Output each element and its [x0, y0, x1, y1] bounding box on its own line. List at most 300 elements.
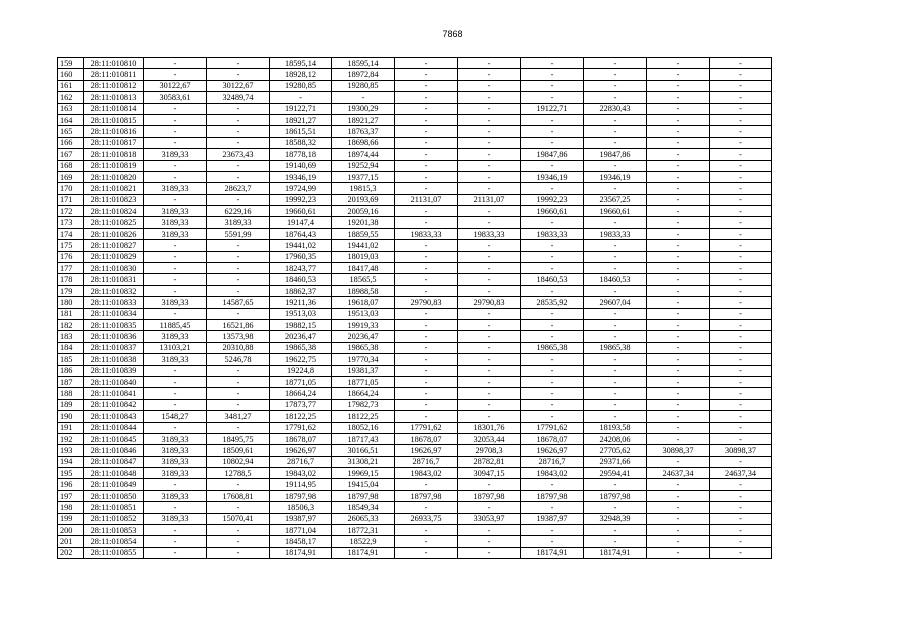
value-cell: - — [458, 126, 521, 137]
value-cell: - — [395, 411, 458, 422]
value-cell: 19833,33 — [584, 228, 647, 239]
value-cell: - — [144, 114, 207, 125]
value-cell: - — [395, 160, 458, 171]
value-cell: 3481,27 — [207, 411, 270, 422]
value-cell: 3189,33 — [207, 217, 270, 228]
value-cell: - — [207, 502, 270, 513]
value-cell: - — [710, 456, 772, 467]
value-cell: - — [207, 251, 270, 262]
value-cell: - — [458, 388, 521, 399]
value-cell: - — [458, 217, 521, 228]
value-cell: 18797,98 — [458, 490, 521, 501]
value-cell: 18763,37 — [332, 126, 395, 137]
value-cell: - — [710, 388, 772, 399]
cadastral-number-cell: 28:11:010843 — [84, 411, 144, 422]
value-cell: - — [710, 502, 772, 513]
cadastral-number-cell: 28:11:010855 — [84, 547, 144, 558]
value-cell: 18417,48 — [332, 263, 395, 274]
value-cell: 3189,33 — [144, 468, 207, 479]
value-cell: 19843,02 — [395, 468, 458, 479]
cadastral-number-cell: 28:11:010818 — [84, 149, 144, 160]
value-cell: 3189,33 — [144, 149, 207, 160]
value-cell: - — [395, 92, 458, 103]
row-number-cell: 186 — [58, 365, 84, 376]
value-cell: - — [521, 285, 584, 296]
value-cell: - — [458, 376, 521, 387]
value-cell: - — [710, 69, 772, 80]
value-cell: - — [395, 525, 458, 536]
value-cell: - — [521, 80, 584, 91]
value-cell: 19843,02 — [270, 468, 332, 479]
value-cell: 14587,65 — [207, 297, 270, 308]
value-cell: - — [584, 183, 647, 194]
cadastral-number-cell: 28:11:010833 — [84, 297, 144, 308]
value-cell: - — [395, 342, 458, 353]
value-cell: 33053,97 — [458, 513, 521, 524]
value-cell: - — [521, 92, 584, 103]
value-cell: - — [144, 285, 207, 296]
value-cell: - — [710, 547, 772, 558]
value-cell: 18988,58 — [332, 285, 395, 296]
table-row — [58, 331, 772, 342]
value-cell: - — [647, 376, 710, 387]
value-cell: - — [584, 354, 647, 365]
value-cell: - — [647, 149, 710, 160]
value-cell: - — [458, 149, 521, 160]
value-cell: - — [458, 308, 521, 319]
cadastral-number-cell: 28:11:010848 — [84, 468, 144, 479]
value-cell: - — [458, 319, 521, 330]
value-cell: 17982,73 — [332, 399, 395, 410]
value-cell: - — [647, 206, 710, 217]
row-number-cell: 178 — [58, 274, 84, 285]
value-cell: 18797,98 — [332, 490, 395, 501]
value-cell: - — [207, 376, 270, 387]
value-cell: - — [521, 411, 584, 422]
value-cell: 28782,81 — [458, 456, 521, 467]
value-cell: - — [144, 502, 207, 513]
value-cell: - — [144, 58, 207, 69]
value-cell: - — [584, 376, 647, 387]
value-cell: 18052,16 — [332, 422, 395, 433]
cadastral-number-cell: 28:11:010838 — [84, 354, 144, 365]
value-cell: - — [458, 69, 521, 80]
value-cell: - — [647, 490, 710, 501]
table-row — [58, 433, 772, 444]
value-cell: - — [584, 479, 647, 490]
value-cell: 18698,66 — [332, 137, 395, 148]
value-cell: 32053,44 — [458, 433, 521, 444]
table-row — [58, 58, 772, 69]
value-cell: - — [144, 274, 207, 285]
value-cell: 19882,15 — [270, 319, 332, 330]
value-cell: - — [207, 525, 270, 536]
value-cell: - — [521, 58, 584, 69]
value-cell: - — [584, 388, 647, 399]
value-cell: - — [647, 456, 710, 467]
value-cell: - — [647, 92, 710, 103]
value-cell: 19387,97 — [270, 513, 332, 524]
cadastral-number-cell: 28:11:010836 — [84, 331, 144, 342]
row-number-cell: 166 — [58, 137, 84, 148]
value-cell: 10802,94 — [207, 456, 270, 467]
value-cell: - — [144, 160, 207, 171]
value-cell: - — [710, 399, 772, 410]
cadastral-number-cell: 28:11:010831 — [84, 274, 144, 285]
value-cell: - — [710, 149, 772, 160]
value-cell: 19377,15 — [332, 171, 395, 182]
value-cell: 18921,27 — [332, 114, 395, 125]
value-cell: - — [395, 319, 458, 330]
row-number-cell: 170 — [58, 183, 84, 194]
value-cell: 28716,7 — [270, 456, 332, 467]
value-cell: - — [584, 502, 647, 513]
value-cell: 18174,91 — [521, 547, 584, 558]
row-number-cell: 161 — [58, 80, 84, 91]
value-cell: - — [521, 160, 584, 171]
cadastral-number-cell: 28:11:010853 — [84, 525, 144, 536]
row-number-cell: 191 — [58, 422, 84, 433]
value-cell: 18615,51 — [270, 126, 332, 137]
value-cell: - — [458, 502, 521, 513]
row-number-cell: 187 — [58, 376, 84, 387]
row-number-cell: 197 — [58, 490, 84, 501]
value-cell: 18797,98 — [395, 490, 458, 501]
row-number-cell: 193 — [58, 445, 84, 456]
value-cell: - — [458, 171, 521, 182]
cadastral-number-cell: 28:11:010811 — [84, 69, 144, 80]
value-cell: 19381,37 — [332, 365, 395, 376]
row-number-cell: 162 — [58, 92, 84, 103]
value-cell: - — [395, 183, 458, 194]
value-cell: 30583,61 — [144, 92, 207, 103]
value-cell: - — [395, 217, 458, 228]
row-number-cell: 173 — [58, 217, 84, 228]
value-cell: 3189,33 — [144, 331, 207, 342]
row-number-cell: 188 — [58, 388, 84, 399]
value-cell: - — [207, 365, 270, 376]
value-cell: - — [270, 92, 332, 103]
value-cell: - — [584, 217, 647, 228]
value-cell: 18588,32 — [270, 137, 332, 148]
value-cell: - — [647, 536, 710, 547]
value-cell: 18458,17 — [270, 536, 332, 547]
value-cell: 28716,7 — [395, 456, 458, 467]
value-cell: - — [144, 103, 207, 114]
cadastral-number-cell: 28:11:010851 — [84, 502, 144, 513]
row-number-cell: 202 — [58, 547, 84, 558]
value-cell: - — [395, 354, 458, 365]
value-cell: 17608,81 — [207, 490, 270, 501]
value-cell: 18862,37 — [270, 285, 332, 296]
value-cell: 19346,19 — [584, 171, 647, 182]
value-cell: - — [395, 547, 458, 558]
value-cell: - — [458, 365, 521, 376]
value-cell: 19201,38 — [332, 217, 395, 228]
value-cell: 29607,04 — [584, 297, 647, 308]
value-cell: 3189,33 — [144, 228, 207, 239]
cadastral-number-cell: 28:11:010852 — [84, 513, 144, 524]
value-cell: 3189,33 — [144, 433, 207, 444]
value-cell: - — [584, 331, 647, 342]
value-cell: - — [584, 114, 647, 125]
value-cell: 19833,33 — [521, 228, 584, 239]
value-cell: 30122,67 — [207, 80, 270, 91]
value-cell: - — [710, 228, 772, 239]
value-cell: - — [521, 126, 584, 137]
table-row — [58, 183, 772, 194]
value-cell: 22830,43 — [584, 103, 647, 114]
value-cell: 19122,71 — [521, 103, 584, 114]
value-cell: 18460,53 — [270, 274, 332, 285]
value-cell: - — [395, 308, 458, 319]
cadastral-number-cell: 28:11:010849 — [84, 479, 144, 490]
row-number-cell: 164 — [58, 114, 84, 125]
row-number-cell: 190 — [58, 411, 84, 422]
value-cell: - — [521, 354, 584, 365]
value-cell: - — [710, 263, 772, 274]
value-cell: - — [647, 217, 710, 228]
value-cell: 19122,71 — [270, 103, 332, 114]
value-cell: - — [458, 354, 521, 365]
value-cell: - — [207, 160, 270, 171]
row-number-cell: 174 — [58, 228, 84, 239]
value-cell: 20236,47 — [270, 331, 332, 342]
cadastral-number-cell: 28:11:010829 — [84, 251, 144, 262]
value-cell: 3189,33 — [144, 456, 207, 467]
value-cell: 18797,98 — [584, 490, 647, 501]
value-cell: 18495,75 — [207, 433, 270, 444]
value-cell: - — [395, 263, 458, 274]
value-cell: - — [207, 388, 270, 399]
row-number-cell: 163 — [58, 103, 84, 114]
value-cell: - — [458, 137, 521, 148]
cadastral-number-cell: 28:11:010835 — [84, 319, 144, 330]
value-cell: - — [207, 58, 270, 69]
value-cell: - — [521, 365, 584, 376]
row-number-cell: 159 — [58, 58, 84, 69]
value-cell: - — [521, 240, 584, 251]
value-cell: - — [521, 388, 584, 399]
value-cell: - — [395, 103, 458, 114]
cadastral-number-cell: 28:11:010826 — [84, 228, 144, 239]
value-cell: - — [647, 525, 710, 536]
table-row — [58, 206, 772, 217]
value-cell: - — [395, 80, 458, 91]
value-cell: - — [144, 479, 207, 490]
cadastral-value-table — [57, 57, 772, 559]
value-cell: 19346,19 — [270, 171, 332, 182]
value-cell: - — [710, 217, 772, 228]
value-cell: 19847,86 — [584, 149, 647, 160]
value-cell: - — [647, 433, 710, 444]
value-cell: 3189,33 — [144, 206, 207, 217]
value-cell: 13573,98 — [207, 331, 270, 342]
value-cell: 18921,27 — [270, 114, 332, 125]
value-cell: - — [647, 479, 710, 490]
value-cell: 18595,14 — [270, 58, 332, 69]
value-cell: 19919,33 — [332, 319, 395, 330]
value-cell: 3189,33 — [144, 183, 207, 194]
value-cell: 19833,33 — [395, 228, 458, 239]
page-number: 7868 — [442, 29, 463, 39]
value-cell: - — [395, 388, 458, 399]
table-row — [58, 103, 772, 114]
value-cell: - — [710, 319, 772, 330]
value-cell: 18859,55 — [332, 228, 395, 239]
value-cell: 19441,02 — [270, 240, 332, 251]
value-cell: - — [395, 251, 458, 262]
value-cell: - — [710, 513, 772, 524]
value-cell: 18174,91 — [584, 547, 647, 558]
table-row — [58, 217, 772, 228]
value-cell: - — [710, 183, 772, 194]
value-cell: - — [647, 160, 710, 171]
value-cell: - — [584, 263, 647, 274]
value-cell: 19626,97 — [395, 445, 458, 456]
value-cell: 19815,3 — [332, 183, 395, 194]
table-row — [58, 490, 772, 501]
value-cell: - — [144, 69, 207, 80]
value-cell: - — [584, 525, 647, 536]
cadastral-number-cell: 28:11:010837 — [84, 342, 144, 353]
value-cell: - — [647, 547, 710, 558]
value-cell: 29594,41 — [584, 468, 647, 479]
value-cell: - — [144, 263, 207, 274]
value-cell: - — [207, 547, 270, 558]
value-cell: - — [144, 388, 207, 399]
value-cell: - — [710, 536, 772, 547]
cadastral-number-cell: 28:11:010820 — [84, 171, 144, 182]
row-number-cell: 185 — [58, 354, 84, 365]
value-cell: - — [521, 217, 584, 228]
value-cell: - — [584, 399, 647, 410]
value-cell: 18797,98 — [521, 490, 584, 501]
value-cell: 19865,38 — [332, 342, 395, 353]
value-cell: 18509,61 — [207, 445, 270, 456]
value-cell: 18771,05 — [270, 376, 332, 387]
value-cell: - — [647, 331, 710, 342]
value-cell: - — [647, 513, 710, 524]
table-row — [58, 422, 772, 433]
value-cell: - — [207, 422, 270, 433]
cadastral-number-cell: 28:11:010832 — [84, 285, 144, 296]
value-cell: 16521,86 — [207, 319, 270, 330]
value-cell: 28623,7 — [207, 183, 270, 194]
value-cell: - — [710, 92, 772, 103]
value-cell: 3189,33 — [144, 297, 207, 308]
cadastral-number-cell: 28:11:010846 — [84, 445, 144, 456]
value-cell: - — [647, 240, 710, 251]
table-body — [58, 58, 772, 559]
value-cell: 19865,38 — [521, 342, 584, 353]
cadastral-number-cell: 28:11:010817 — [84, 137, 144, 148]
value-cell: - — [710, 433, 772, 444]
row-number-cell: 171 — [58, 194, 84, 205]
row-number-cell: 172 — [58, 206, 84, 217]
value-cell: - — [395, 206, 458, 217]
table-row — [58, 456, 772, 467]
value-cell: - — [207, 399, 270, 410]
value-cell: - — [710, 114, 772, 125]
value-cell: 19346,19 — [521, 171, 584, 182]
value-cell: - — [395, 274, 458, 285]
value-cell: 23673,43 — [207, 149, 270, 160]
row-number-cell: 199 — [58, 513, 84, 524]
value-cell: 5591,99 — [207, 228, 270, 239]
value-cell: 19865,38 — [584, 342, 647, 353]
cadastral-number-cell: 28:11:010830 — [84, 263, 144, 274]
cadastral-number-cell: 28:11:010827 — [84, 240, 144, 251]
value-cell: 3189,33 — [144, 490, 207, 501]
value-cell: 18678,07 — [270, 433, 332, 444]
cadastral-number-cell: 28:11:010819 — [84, 160, 144, 171]
value-cell: - — [458, 103, 521, 114]
value-cell: - — [458, 536, 521, 547]
value-cell: 12788,5 — [207, 468, 270, 479]
value-cell: - — [584, 285, 647, 296]
value-cell: - — [647, 411, 710, 422]
value-cell: - — [458, 285, 521, 296]
value-cell: 18460,53 — [584, 274, 647, 285]
value-cell: 18549,34 — [332, 502, 395, 513]
value-cell: - — [647, 342, 710, 353]
table-row — [58, 297, 772, 308]
value-cell: 20236,47 — [332, 331, 395, 342]
value-cell: 18771,05 — [332, 376, 395, 387]
cadastral-number-cell: 28:11:010854 — [84, 536, 144, 547]
value-cell: 11885,45 — [144, 319, 207, 330]
value-cell: - — [521, 251, 584, 262]
value-cell: - — [207, 103, 270, 114]
row-number-cell: 176 — [58, 251, 84, 262]
value-cell: 30947,15 — [458, 468, 521, 479]
cadastral-number-cell: 28:11:010815 — [84, 114, 144, 125]
value-cell: - — [458, 525, 521, 536]
value-cell: - — [395, 114, 458, 125]
value-cell: 29371,66 — [584, 456, 647, 467]
value-cell: - — [207, 126, 270, 137]
value-cell: 24637,34 — [647, 468, 710, 479]
value-cell: - — [647, 80, 710, 91]
cadastral-number-cell: 28:11:010824 — [84, 206, 144, 217]
value-cell: - — [458, 114, 521, 125]
value-cell: 27705,62 — [584, 445, 647, 456]
value-cell: - — [584, 251, 647, 262]
value-cell: 18193,58 — [584, 422, 647, 433]
value-cell: 13103,21 — [144, 342, 207, 353]
table-row — [58, 285, 772, 296]
value-cell: - — [710, 342, 772, 353]
value-cell: - — [584, 69, 647, 80]
value-cell: - — [647, 274, 710, 285]
value-cell: 18778,18 — [270, 149, 332, 160]
value-cell: 19833,33 — [458, 228, 521, 239]
value-cell: - — [584, 58, 647, 69]
value-cell: 23567,25 — [584, 194, 647, 205]
value-cell: 19622,75 — [270, 354, 332, 365]
value-cell: - — [395, 502, 458, 513]
value-cell: 18565,5 — [332, 274, 395, 285]
value-cell: - — [207, 536, 270, 547]
cadastral-number-cell: 28:11:010839 — [84, 365, 144, 376]
value-cell: 17791,62 — [521, 422, 584, 433]
value-cell: - — [144, 251, 207, 262]
table-row — [58, 228, 772, 239]
value-cell: - — [521, 399, 584, 410]
value-cell: 18301,76 — [458, 422, 521, 433]
value-cell: 20059,16 — [332, 206, 395, 217]
